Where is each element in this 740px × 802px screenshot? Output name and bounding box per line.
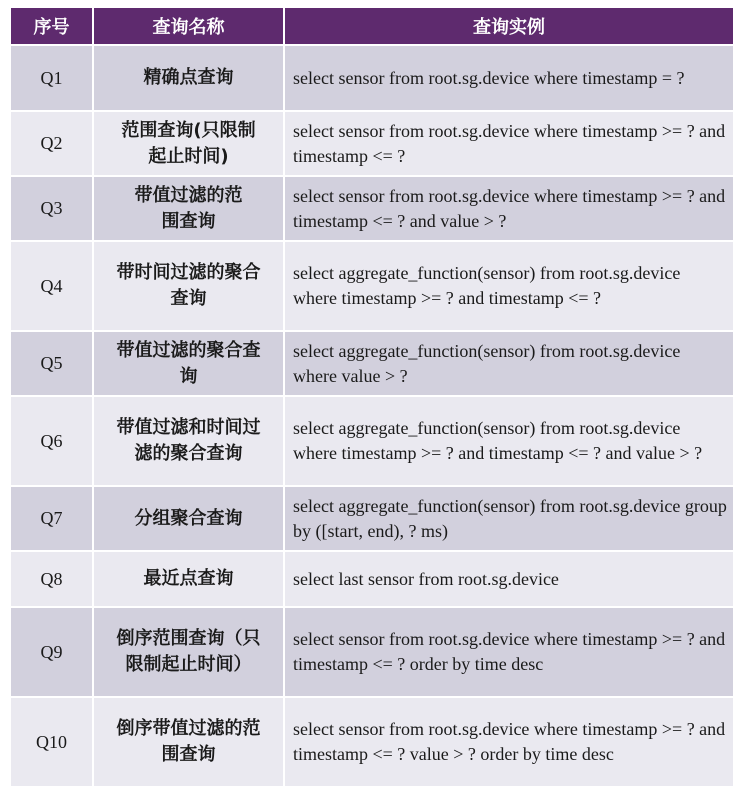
query-example: select aggregate_function(sensor) from root.sg.device where timestamp >= ? and timestamp <= ? and value > ?: [284, 396, 734, 486]
query-example: select aggregate_function(sensor) from root.sg.device where timestamp >= ? and timestamp <= ?: [284, 241, 734, 331]
query-example: select sensor from root.sg.device where timestamp >= ? and timestamp <= ? order by time desc: [284, 607, 734, 697]
query-name: 范围查询(只限制起止时间): [93, 111, 284, 176]
query-id: Q7: [10, 486, 93, 551]
query-id: Q2: [10, 111, 93, 176]
query-name: 带值过滤的聚合查询: [93, 331, 284, 396]
query-name: 带值过滤和时间过滤的聚合查询: [93, 396, 284, 486]
query-table-container: [9, 6, 733, 788]
table-row: [10, 176, 734, 241]
table-row: [10, 486, 734, 551]
query-example: select aggregate_function(sensor) from root.sg.device where value > ?: [284, 331, 734, 396]
query-id: Q3: [10, 176, 93, 241]
table-row: [10, 111, 734, 176]
query-id: Q4: [10, 241, 93, 331]
query-example: select sensor from root.sg.device where timestamp >= ? and timestamp <= ? and value > ?: [284, 176, 734, 241]
query-table: [9, 6, 735, 788]
query-example: select sensor from root.sg.device where timestamp = ?: [284, 45, 734, 111]
query-example: select aggregate_function(sensor) from root.sg.device group by ([start, end), ? ms): [284, 486, 734, 551]
header-row: [10, 7, 734, 45]
query-id: Q6: [10, 396, 93, 486]
header-id: 序号: [10, 7, 93, 45]
query-id: Q9: [10, 607, 93, 697]
query-name: 分组聚合查询: [93, 486, 284, 551]
header-example: 查询实例: [284, 7, 734, 45]
query-name: 倒序范围查询（只限制起止时间）: [93, 607, 284, 697]
query-example: select last sensor from root.sg.device: [284, 551, 734, 607]
query-id: Q5: [10, 331, 93, 396]
table-row: [10, 45, 734, 111]
table-row: [10, 331, 734, 396]
query-example: select sensor from root.sg.device where timestamp >= ? and timestamp <= ? value > ? order by time desc: [284, 697, 734, 787]
query-id: Q1: [10, 45, 93, 111]
header-name: 查询名称: [93, 7, 284, 45]
table-row: [10, 697, 734, 787]
query-example: select sensor from root.sg.device where timestamp >= ? and timestamp <= ?: [284, 111, 734, 176]
query-name: 最近点查询: [93, 551, 284, 607]
table-row: [10, 551, 734, 607]
table-row: [10, 241, 734, 331]
query-id: Q10: [10, 697, 93, 787]
query-id: Q8: [10, 551, 93, 607]
table-row: [10, 607, 734, 697]
query-name: 精确点查询: [93, 45, 284, 111]
query-name: 带值过滤的范围查询: [93, 176, 284, 241]
query-name: 带时间过滤的聚合查询: [93, 241, 284, 331]
query-name: 倒序带值过滤的范围查询: [93, 697, 284, 787]
table-row: [10, 396, 734, 486]
